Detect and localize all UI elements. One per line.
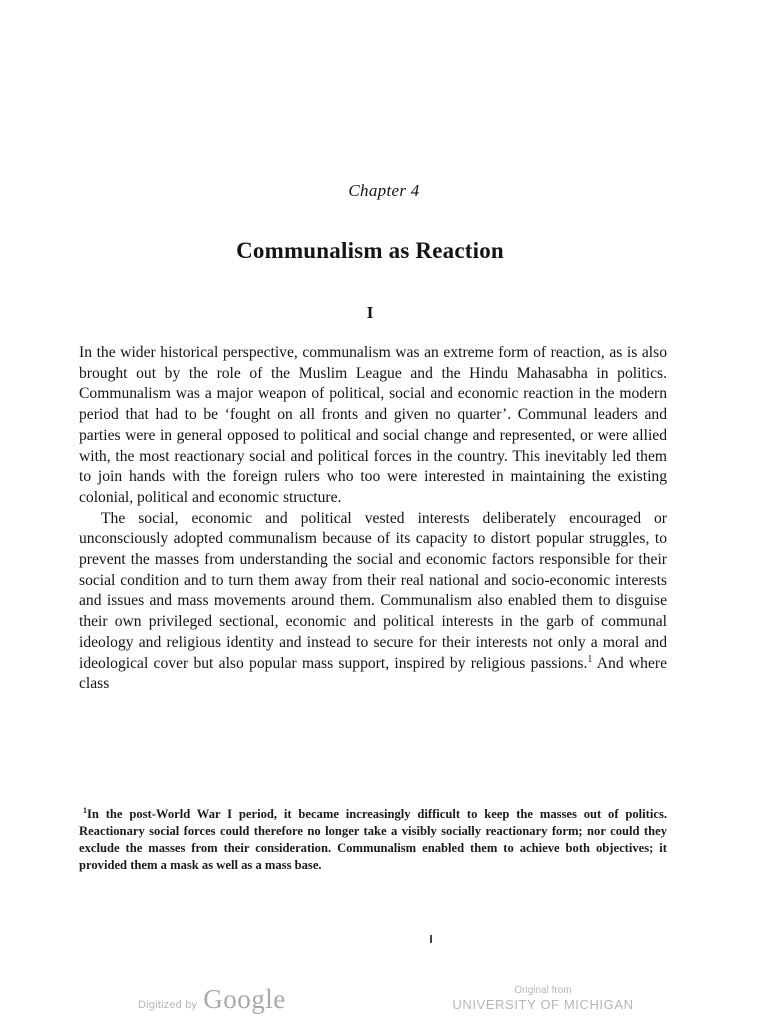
paragraph-1: In the wider historical perspective, communalism was an extreme form of reaction, as is also brought out by the role of the Muslim League and the Hindu Mahasabha in politics. Communalism was a major weapon of political, social and economic reaction in the modern period that had to be ‘fought on all fronts and given no quarter’. Communal leaders and parties were in general opposed to political and social change and represented, or were allied with, the most reactionary social and political forces in the country. This inevitably led them to join hands with the foreign rulers who too were interested in maintaining the existing colonial, political and economic structure. <box>79 344 667 506</box>
digitized-by-label: Digitized by <box>138 999 198 1011</box>
footnote <box>79 806 667 874</box>
section-number: I <box>366 303 374 322</box>
institution-name: UNIVERSITY OF MICHIGAN <box>452 997 634 1012</box>
source-watermark <box>446 984 640 1013</box>
footnote-reference: 1 <box>587 653 593 665</box>
paragraph-2-tail: And where class <box>79 654 667 693</box>
paragraph-2-text: The social, economic and political vested interests deliberately encouraged or unconsciously adopted communalism because of its capacity to distort popular struggles, to prevent the masses from understanding the social and economic factors responsible for their social condition and to turn them away from their real national and socio-economic interests and issues and mass movements around them. Communalism also enabled them to disguise their own privileged sectional, economic and political interests in the garb of communal ideology and religious identity and instead to secure for their interests not only a moral and ideological cover but also popular mass support, inspired by religious passions. <box>79 509 667 672</box>
footnote-marker: 1 <box>83 805 87 815</box>
chapter-number: Chapter 4 <box>348 181 420 200</box>
original-from-label: Original from <box>514 985 572 996</box>
scan-speck <box>430 935 432 943</box>
chapter-title: Communalism as Reaction <box>236 238 504 263</box>
google-watermark <box>138 984 286 1014</box>
google-logo: Google <box>203 984 286 1014</box>
body-text <box>79 343 667 695</box>
footnote-text: In the post-World War I period, it became increasingly difficult to keep the masses out of politics. Reactionary social forces could therefore no longer take a visibly socially reactionary form; nor could they exclude the masses from their consideration. Communalism enabled them to achieve both objectives; it provided them a mask as well as a mass base. <box>79 807 667 873</box>
paragraph-2 <box>79 509 667 695</box>
